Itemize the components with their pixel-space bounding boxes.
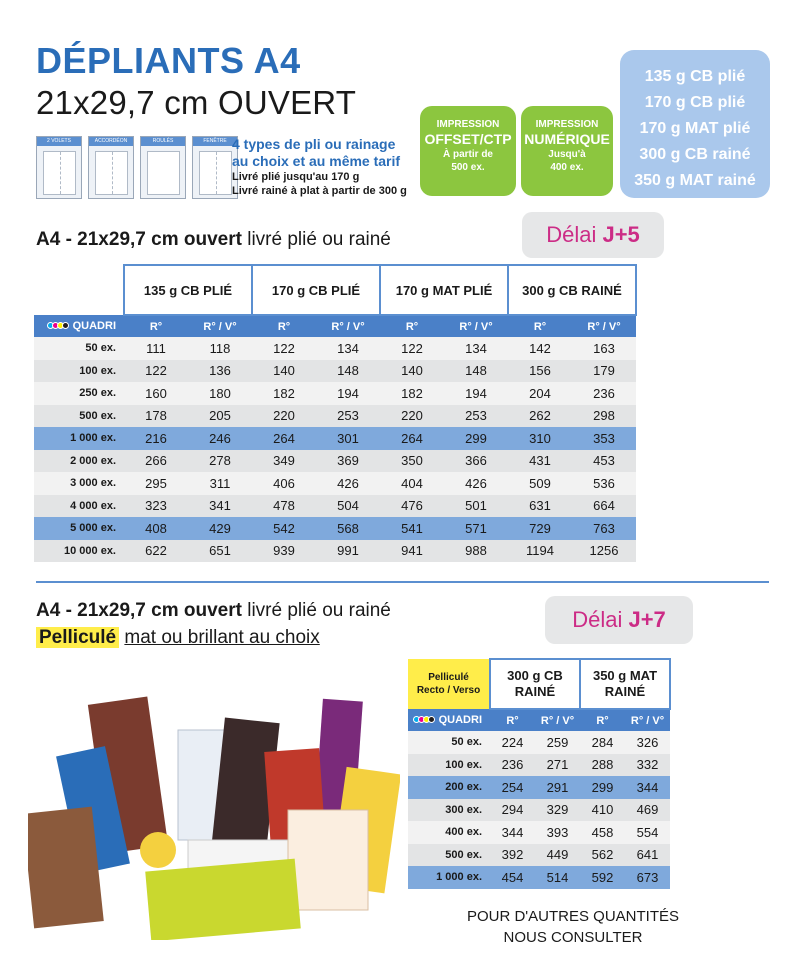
price-cell: 404 xyxy=(380,472,444,495)
price-cell: 476 xyxy=(380,495,444,518)
price-cell: 673 xyxy=(625,866,670,889)
col-header-line: 350 g MAT xyxy=(592,668,658,683)
table-row xyxy=(34,427,636,450)
quantity-cell: 2 000 ex. xyxy=(34,450,124,473)
price-cell: 406 xyxy=(252,472,316,495)
contact-line: NOUS CONSULTER xyxy=(503,929,643,946)
quadri-text: QUADRI xyxy=(72,320,116,332)
price-cell: 182 xyxy=(252,382,316,405)
corner-text: Pelliculé xyxy=(428,672,469,683)
price-cell: 294 xyxy=(490,799,535,822)
section1-title xyxy=(36,229,391,251)
price-cell: 236 xyxy=(572,382,636,405)
table-row xyxy=(408,799,670,822)
price-cell: 651 xyxy=(188,540,252,563)
delai-label: Délai xyxy=(572,607,629,632)
price-cell: 298 xyxy=(572,405,636,428)
price-cell: 194 xyxy=(444,382,508,405)
price-cell: 344 xyxy=(490,821,535,844)
quantity-cell: 100 ex. xyxy=(34,360,124,383)
price-cell: 122 xyxy=(252,337,316,360)
sub-header: R° xyxy=(580,709,625,731)
badge-main-text: NUMÉRIQUE xyxy=(524,131,610,147)
price-cell: 205 xyxy=(188,405,252,428)
price-cell: 763 xyxy=(572,517,636,540)
price-cell: 509 xyxy=(508,472,572,495)
price-cell: 554 xyxy=(625,821,670,844)
price-cell: 140 xyxy=(380,360,444,383)
table-row xyxy=(34,495,636,518)
price-cell: 501 xyxy=(444,495,508,518)
fold-roules-icon xyxy=(140,136,186,199)
sub-header: R° / V° xyxy=(535,709,580,731)
delai-value: J+7 xyxy=(628,607,666,632)
price-cell: 122 xyxy=(380,337,444,360)
price-cell: 469 xyxy=(625,799,670,822)
fold-info-line: Livré rainé à plat à partir de 300 g xyxy=(232,185,407,197)
price-cell: 253 xyxy=(316,405,380,428)
section2-title-rest: livré plié ou rainé xyxy=(241,600,391,621)
section2-title-bold: A4 - 21x29,7 cm ouvert xyxy=(36,600,242,621)
price-cell: 266 xyxy=(124,450,188,473)
delai-value: J+5 xyxy=(602,222,640,247)
price-cell: 148 xyxy=(316,360,380,383)
quantity-cell: 5 000 ex. xyxy=(34,517,124,540)
col-header xyxy=(490,659,580,709)
col-header: 300 g CB RAINÉ xyxy=(508,265,636,315)
fold-info xyxy=(232,136,407,198)
quantity-cell: 500 ex. xyxy=(408,844,490,867)
table-row xyxy=(408,844,670,867)
badge-main-text: OFFSET/CTP xyxy=(424,131,512,147)
section1-title-bold: A4 - 21x29,7 cm ouvert xyxy=(36,229,242,250)
price-cell: 1194 xyxy=(508,540,572,563)
price-cell: 426 xyxy=(444,472,508,495)
col-header: 170 g CB PLIÉ xyxy=(252,265,380,315)
price-cell: 349 xyxy=(252,450,316,473)
price-cell: 592 xyxy=(580,866,625,889)
price-cell: 122 xyxy=(124,360,188,383)
price-cell: 182 xyxy=(380,382,444,405)
badge-top-text: IMPRESSION xyxy=(436,119,500,130)
price-cell: 220 xyxy=(252,405,316,428)
quantity-cell: 200 ex. xyxy=(408,776,490,799)
fold-icon-caption: FENÊTRE xyxy=(193,137,237,146)
table-row xyxy=(34,517,636,540)
paper-option: 350 g MAT rainé xyxy=(634,172,756,189)
price-cell: 991 xyxy=(316,540,380,563)
price-cell: 299 xyxy=(444,427,508,450)
price-cell: 156 xyxy=(508,360,572,383)
sub-header: R° xyxy=(252,315,316,337)
price-cell: 224 xyxy=(490,731,535,754)
table-row xyxy=(408,821,670,844)
price-cell: 410 xyxy=(580,799,625,822)
quantity-cell: 100 ex. xyxy=(408,754,490,777)
paper-option: 170 g MAT plié xyxy=(639,120,751,137)
col-header: 135 g CB PLIÉ xyxy=(124,265,252,315)
price-cell: 160 xyxy=(124,382,188,405)
quantity-cell: 50 ex. xyxy=(34,337,124,360)
quantity-cell: 1 000 ex. xyxy=(408,866,490,889)
paper-option: 170 g CB plié xyxy=(644,94,746,111)
col-header-line: 300 g CB xyxy=(507,668,563,683)
price-cell: 542 xyxy=(252,517,316,540)
quantity-cell: 1 000 ex. xyxy=(34,427,124,450)
price-cell: 180 xyxy=(188,382,252,405)
price-cell: 311 xyxy=(188,472,252,495)
delai-j5-badge xyxy=(522,212,664,258)
price-cell: 431 xyxy=(508,450,572,473)
price-cell: 323 xyxy=(124,495,188,518)
col-header xyxy=(580,659,670,709)
price-cell: 301 xyxy=(316,427,380,450)
badge-small-text: À partir de xyxy=(442,149,493,160)
sub-header: R° / V° xyxy=(572,315,636,337)
price-cell: 449 xyxy=(535,844,580,867)
price-cell: 392 xyxy=(490,844,535,867)
price-cell: 254 xyxy=(490,776,535,799)
delai-label: Délai xyxy=(546,222,603,247)
price-cell: 568 xyxy=(316,517,380,540)
quantity-cell: 10 000 ex. xyxy=(34,540,124,563)
fold-info-line: 4 types de pli ou rainage xyxy=(232,136,396,152)
product-photo xyxy=(28,690,400,940)
price-cell: 458 xyxy=(580,821,625,844)
price-cell: 536 xyxy=(572,472,636,495)
table-row xyxy=(408,754,670,777)
price-cell: 504 xyxy=(316,495,380,518)
price-cell: 641 xyxy=(625,844,670,867)
fold-2-volets-icon xyxy=(36,136,82,199)
price-cell: 136 xyxy=(188,360,252,383)
quantity-cell: 300 ex. xyxy=(408,799,490,822)
pellicule-options: mat ou brillant au choix xyxy=(124,627,320,648)
quantity-cell: 3 000 ex. xyxy=(34,472,124,495)
fold-info-line: Livré plié jusqu'au 170 g xyxy=(232,171,360,183)
col-header-line: RAINÉ xyxy=(604,684,646,699)
price-cell: 179 xyxy=(572,360,636,383)
paper-options-box xyxy=(620,50,770,198)
table-row xyxy=(408,866,670,889)
price-cell: 562 xyxy=(580,844,625,867)
price-cell: 118 xyxy=(188,337,252,360)
page-title: DÉPLIANTS A4 xyxy=(36,40,301,81)
price-cell: 344 xyxy=(625,776,670,799)
quantity-cell: 4 000 ex. xyxy=(34,495,124,518)
price-cell: 514 xyxy=(535,866,580,889)
section-divider xyxy=(36,581,769,583)
quantity-cell: 500 ex. xyxy=(34,405,124,428)
price-cell: 264 xyxy=(380,427,444,450)
pellicule-corner xyxy=(408,659,490,709)
price-cell: 478 xyxy=(252,495,316,518)
price-cell: 429 xyxy=(188,517,252,540)
price-cell: 326 xyxy=(625,731,670,754)
price-cell: 291 xyxy=(535,776,580,799)
price-cell: 332 xyxy=(625,754,670,777)
price-cell: 284 xyxy=(580,731,625,754)
price-cell: 178 xyxy=(124,405,188,428)
cmyk-dots-icon xyxy=(49,322,69,329)
badge-top-text: IMPRESSION xyxy=(535,119,599,130)
section2-title xyxy=(36,600,391,622)
price-cell: 310 xyxy=(508,427,572,450)
price-cell: 148 xyxy=(444,360,508,383)
badge-small-text: 400 ex. xyxy=(550,162,584,173)
price-cell: 253 xyxy=(444,405,508,428)
numerique-badge xyxy=(521,106,613,196)
price-cell: 216 xyxy=(124,427,188,450)
price-cell: 264 xyxy=(252,427,316,450)
sub-header: R° xyxy=(490,709,535,731)
table-row xyxy=(34,405,636,428)
price-cell: 246 xyxy=(188,427,252,450)
price-cell: 236 xyxy=(490,754,535,777)
fold-icon-caption: ACCORDÉON xyxy=(89,137,133,146)
price-cell: 341 xyxy=(188,495,252,518)
price-cell: 366 xyxy=(444,450,508,473)
paper-option: 300 g CB rainé xyxy=(639,146,751,163)
contact-note xyxy=(408,906,738,948)
page-subtitle: 21x29,7 cm OUVERT xyxy=(36,84,357,121)
quantity-cell: 400 ex. xyxy=(408,821,490,844)
quantity-cell: 250 ex. xyxy=(34,382,124,405)
sub-header: R° xyxy=(508,315,572,337)
price-cell: 295 xyxy=(124,472,188,495)
price-cell: 454 xyxy=(490,866,535,889)
price-cell: 571 xyxy=(444,517,508,540)
quadri-text: QUADRI xyxy=(438,714,482,726)
quantity-cell: 50 ex. xyxy=(408,731,490,754)
table-row xyxy=(34,472,636,495)
paper-option: 135 g CB plié xyxy=(644,68,746,85)
price-cell: 941 xyxy=(380,540,444,563)
table-row xyxy=(408,776,670,799)
price-cell: 220 xyxy=(380,405,444,428)
table-row xyxy=(34,540,636,563)
sub-header: R° / V° xyxy=(625,709,670,731)
price-cell: 134 xyxy=(444,337,508,360)
fold-icon-caption: 2 VOLETS xyxy=(37,137,81,146)
price-cell: 453 xyxy=(572,450,636,473)
col-header: 170 g MAT PLIÉ xyxy=(380,265,508,315)
badge-small-text: 500 ex. xyxy=(451,162,485,173)
price-cell: 288 xyxy=(580,754,625,777)
sub-header: R° / V° xyxy=(444,315,508,337)
col-header-line: RAINÉ xyxy=(514,684,556,699)
price-table-pellicule xyxy=(408,658,671,889)
price-cell: 140 xyxy=(252,360,316,383)
contact-line: POUR D'AUTRES QUANTITÉS xyxy=(466,908,680,925)
delai-j7-badge xyxy=(545,596,693,644)
price-cell: 262 xyxy=(508,405,572,428)
section1-title-rest: livré plié ou rainé xyxy=(241,229,391,250)
fold-types-icons xyxy=(36,136,238,199)
price-cell: 142 xyxy=(508,337,572,360)
price-cell: 631 xyxy=(508,495,572,518)
quadri-label xyxy=(408,709,490,731)
sub-header: R° / V° xyxy=(316,315,380,337)
price-cell: 194 xyxy=(316,382,380,405)
table-row xyxy=(34,337,636,360)
table-row xyxy=(34,450,636,473)
price-cell: 278 xyxy=(188,450,252,473)
sub-header: R° xyxy=(124,315,188,337)
fold-info-line: au choix et au même tarif xyxy=(232,153,401,169)
price-cell: 329 xyxy=(535,799,580,822)
price-cell: 541 xyxy=(380,517,444,540)
price-cell: 369 xyxy=(316,450,380,473)
pellicule-highlight: Pelliculé xyxy=(36,627,119,648)
price-cell: 259 xyxy=(535,731,580,754)
price-cell: 163 xyxy=(572,337,636,360)
price-cell: 204 xyxy=(508,382,572,405)
price-cell: 111 xyxy=(124,337,188,360)
cmyk-dots-icon xyxy=(415,716,435,723)
offset-badge xyxy=(420,106,516,196)
fold-accordeon-icon xyxy=(88,136,134,199)
price-cell: 1256 xyxy=(572,540,636,563)
price-cell: 353 xyxy=(572,427,636,450)
table-row xyxy=(34,360,636,383)
price-cell: 408 xyxy=(124,517,188,540)
quadri-label xyxy=(34,315,124,337)
price-cell: 426 xyxy=(316,472,380,495)
price-cell: 664 xyxy=(572,495,636,518)
corner-text: Recto / Verso xyxy=(416,685,481,696)
section2-subtitle xyxy=(36,627,320,649)
price-cell: 299 xyxy=(580,776,625,799)
price-cell: 271 xyxy=(535,754,580,777)
price-cell: 729 xyxy=(508,517,572,540)
fold-icon-caption: ROULÉS xyxy=(141,137,185,146)
sub-header: R° / V° xyxy=(188,315,252,337)
price-cell: 939 xyxy=(252,540,316,563)
table-row xyxy=(408,731,670,754)
price-cell: 622 xyxy=(124,540,188,563)
table-row xyxy=(34,382,636,405)
price-cell: 350 xyxy=(380,450,444,473)
price-cell: 134 xyxy=(316,337,380,360)
price-cell: 988 xyxy=(444,540,508,563)
sub-header: R° xyxy=(380,315,444,337)
price-cell: 393 xyxy=(535,821,580,844)
badge-small-text: Jusqu'à xyxy=(548,149,586,160)
price-table-standard xyxy=(34,264,637,562)
